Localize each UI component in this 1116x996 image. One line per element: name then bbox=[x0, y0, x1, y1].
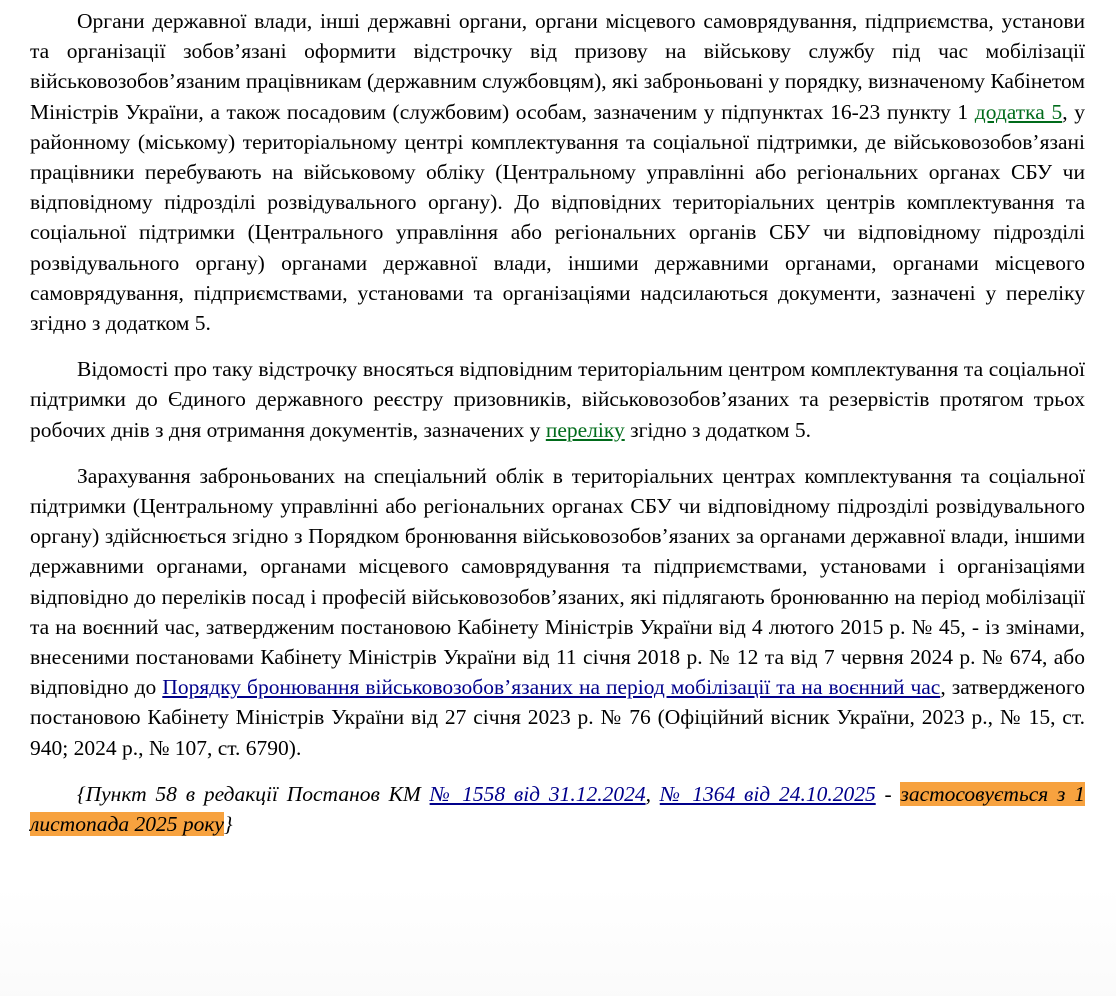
paragraph-2-text-b: згідно з додатком 5. bbox=[624, 417, 812, 442]
paragraph-3 bbox=[30, 461, 1085, 763]
bottom-fade-overlay bbox=[0, 886, 1116, 996]
note-dash: - bbox=[875, 781, 901, 806]
paragraph-1-text-b: , у районному (міському) територіальному центрі комплектування та соціальної підтримки, де військовозобов’язані працівники перебувають на військовому обліку (Центральному управлінні або регіональних органах СБУ чи відповідному підрозділі розвідувального органу). До відповідних територіальних центрів комплектування та соціальної підтримки (Центрального управління або регіональних органів СБУ чи відповідному підрозділі розвідувального органу) органами державної влади, іншими державними органами, органами місцевого самоврядування, підприємствами, установами та організаціями надсилаються документи, зазначені у переліку згідно з додатком 5. bbox=[30, 99, 1085, 336]
link-poriadok-broniuvannia[interactable]: Порядку бронювання військовозобов’язаних на період мобілізації та на воєнний час bbox=[162, 675, 941, 700]
paragraph-1-text-a: Органи державної влади, інші державні органи, органи місцевого самоврядування, підприємства, установи та організації зобов’язані оформити відстрочку від призову на військову службу під час мобілізації військовозобов’язаним працівникам (державним службовцям), які заброньовані у порядку, визначеному Кабінетом Міністрів України, а також посадовим (службовим) особам, зазначеним у підпунктах 16-23 пункту 1 bbox=[30, 9, 1085, 124]
document-body bbox=[30, 6, 1085, 839]
link-resolution-1364[interactable]: № 1364 від 24.10.2025 bbox=[659, 781, 876, 806]
paragraph-1 bbox=[30, 6, 1085, 338]
paragraph-2 bbox=[30, 354, 1085, 445]
note-separator: , bbox=[645, 781, 660, 806]
paragraph-3-text-a: Зарахування заброньованих на спеціальний облік в територіальних центрах комплектування та соціальної підтримки (Центральному управлінні або регіональних органах СБУ чи відповідному підрозділі розвідувального органу) здійснюється згідно з Порядком бронювання військовозобов’язаних за органами державної влади, іншими державними органами, органами місцевого самоврядування та підприємствами, установами і організаціями відповідно до переліків посад і професій військовозобов’язаних, які підлягають бронюванню на період мобілізації та на воєнний час, затвердженим постановою Кабінету Міністрів України від 4 лютого 2015 р. № 45, - із змінами, внесеними постановами Кабінету Міністрів України від 11 січня 2018 р. № 12 та від 7 червня 2024 р. № 674, або відповідно до bbox=[30, 463, 1085, 700]
link-resolution-1558[interactable]: № 1558 від 31.12.2024 bbox=[429, 781, 646, 806]
note-prefix: {Пункт 58 в редакції Постанов КМ bbox=[77, 781, 430, 806]
note-suffix: } bbox=[223, 812, 233, 837]
note-highlighted-text: застосовується з 1 листопада 2025 року bbox=[30, 781, 1085, 837]
link-dodatok-5[interactable]: додатка 5 bbox=[974, 99, 1063, 124]
paragraph-3-text-b: , затвердженого постановою Кабінету Міністрів України від 27 січня 2023 р. № 76 (Офіційний вісник України, 2023 р., № 15, ст. 940; 2024 р., № 107, ст. 6790). bbox=[30, 675, 1085, 760]
paragraph-2-text-a: Відомості про таку відстрочку вносяться відповідним територіальним центром комплектування та соціальної підтримки до Єдиного державного реєстру призовників, військовозобов’язаних та резервістів протягом трьох робочих днів з дня отримання документів, зазначених у bbox=[30, 357, 1085, 442]
link-perelik[interactable]: переліку bbox=[545, 417, 625, 442]
amendment-note bbox=[30, 779, 1085, 839]
